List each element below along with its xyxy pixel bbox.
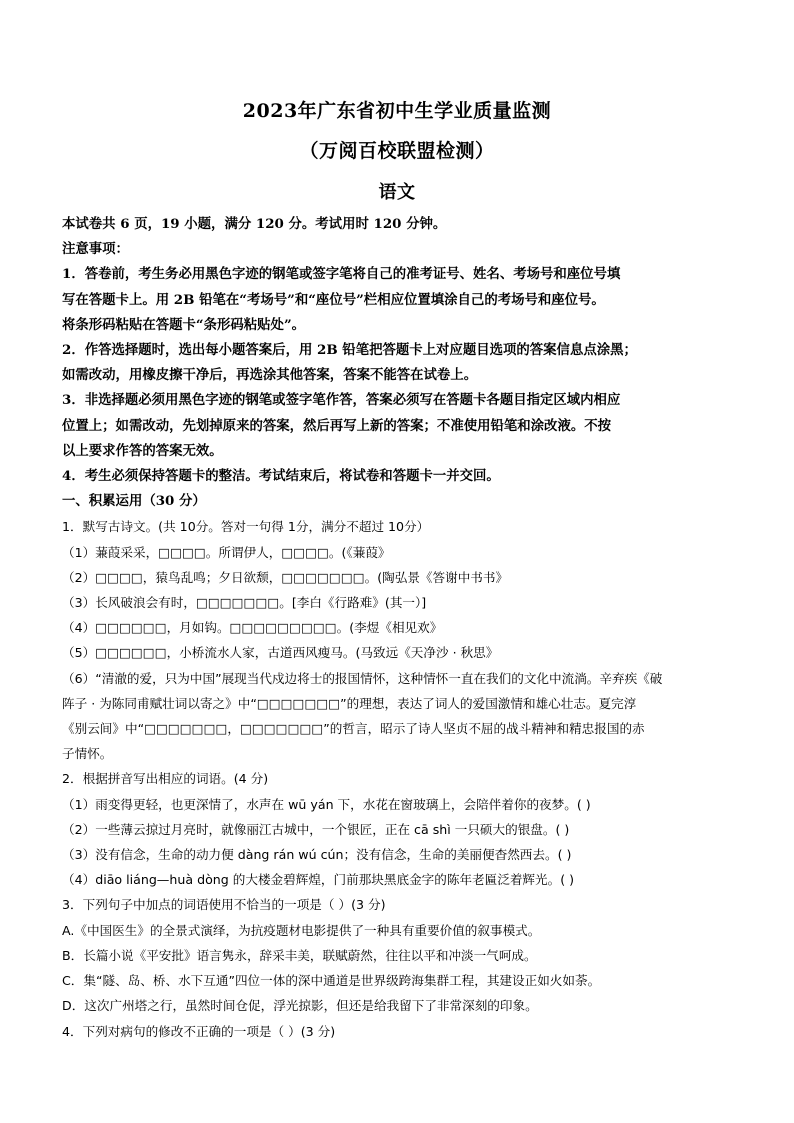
question-3: 3．下列句子中加点的词语使用不恰当的一项是（ ）(3 分) [62, 897, 386, 913]
question-2-4: （4）diāo liáng—huà dòng 的大楼金碧辉煌，门前那块黑底金字的陈年老匾泛着辉光。( ) [62, 872, 575, 888]
exam-subject: 语文 [378, 182, 416, 203]
exam-subtitle: （万阅百校联盟检测） [299, 140, 495, 162]
question-2-3: （3）没有信念，生命的动力便 dàng rán wú cún；没有信念，生命的美丽便杳然西去。( ) [62, 847, 572, 863]
question-1-1: （1）蒹葭采采，□□□□。所谓伊人，□□□□。(《蒹葭》 [62, 544, 391, 560]
question-3-option-b: B．长篇小说《平安批》语言隽永，辞采丰美，联赋蔚然，往往以平和冲淡一气呵成。 [62, 947, 537, 963]
notice-2a: 2．作答选择题时，选出每小题答案后，用 2B 铅笔把答题卡上对应题目选项的答案信息点涂黑； [62, 342, 637, 359]
question-2-2: （2）一些薄云掠过月亮时，就像丽江古城中，一个银匠，正在 cā shì 一只硕大的银盘。( ) [62, 821, 570, 837]
question-1-5: （5）□□□□□□，小桥流水人家，古道西风瘦马。(马致远《天净沙 · 秋思》 [62, 645, 499, 661]
notice-1c: 将条形码粘贴在答题卡“条形码粘贴处”。 [62, 316, 306, 333]
question-3-option-c: C．集“隧、岛、桥、水下互通”四位一体的深中通道是世界级跨海集群工程，其建设正如火如荼。 [62, 973, 601, 989]
notice-heading: 注意事项： [62, 241, 129, 258]
question-2: 2．根据拼音写出相应的词语。(4 分) [62, 771, 269, 787]
question-1-2: （2）□□□□，猿鸟乱鸣；夕日欲颓，□□□□□□□。(陶弘景《答谢中书书》 [62, 569, 509, 585]
question-1: 1．默写古诗文。(共 10分。答对一句得 1分，满分不超过 10分） [62, 519, 430, 535]
notice-1b: 写在答题卡上。用 2B 铅笔在“考场号”和“座位号”栏相应位置填涂自己的考场号和座位号。 [62, 291, 605, 308]
exam-body [62, 212, 742, 1044]
notice-3b: 位置上；如需改动，先划掉原来的答案，然后再写上新的答案；不准使用铅笔和涂改液。不按 [62, 417, 612, 434]
question-3-option-d: D．这次广州塔之行，虽然时间仓促，浮光掠影，但还是给我留下了非常深刻的印象。 [62, 998, 538, 1014]
question-4: 4．下列对病句的修改不正确的一项是（ ）(3 分) [62, 1023, 336, 1039]
question-1-6d: 子情怀。 [62, 746, 113, 762]
section-heading: 一、积累运用（30 分） [62, 493, 206, 510]
notice-1a: 1．答卷前，考生务必用黑色字迹的钢笔或签字笔将自己的准考证号、姓名、考场号和座位号填 [62, 266, 621, 283]
question-2-1: （1）雨变得更轻，也更深情了，水声在 wū yán 下，水花在窗玻璃上，会陪伴着你的夜梦。( ) [62, 796, 591, 812]
notice-2b: 如需改动，用橡皮擦干净后，再选涂其他答案，答案不能答在试卷上。 [62, 367, 478, 384]
question-1-6a: （6）“清澈的爱，只为中国”展现当代戍边将士的报国情怀，这种情怀一直在我们的文化中流淌。辛弃疾《破 [62, 670, 663, 686]
question-1-6c: 《别云间》中“□□□□□□□，□□□□□□□”的哲言，昭示了诗人坚贞不屈的战斗精神和精忠报国的赤 [62, 721, 645, 737]
notice-3a: 3．非选择题必须用黑色字迹的钢笔或签字笔作答，答案必须写在答题卡各题目指定区域内相应 [62, 392, 621, 409]
intro-line: 本试卷共 6 页，19 小题，满分 120 分。考试用时 120 分钟。 [62, 216, 447, 232]
question-1-6b: 阵子 · 为陈同甫赋壮词以寄之》中“□□□□□□□”的理想，表达了词人的爱国激情和雄心壮志。夏完淳 [62, 695, 637, 711]
notice-4: 4．考生必须保持答题卡的整洁。考试结束后，将试卷和答题卡一并交回。 [62, 468, 500, 485]
question-1-3: （3）长风破浪会有时，□□□□□□□。[李白《行路难》(其一）] [62, 595, 427, 611]
exam-title: 2023年广东省初中生学业质量监测 [242, 100, 552, 122]
notice-3c: 以上要求作答的答案无效。 [62, 442, 223, 459]
question-1-4: （4）□□□□□□，月如钩。□□□□□□□□□。(李煜《相见欢》 [62, 620, 443, 636]
question-3-option-a: A.《中国医生》的全景式演绎，为抗疫题材电影提供了一种具有重要价值的叙事模式。 [62, 922, 541, 938]
